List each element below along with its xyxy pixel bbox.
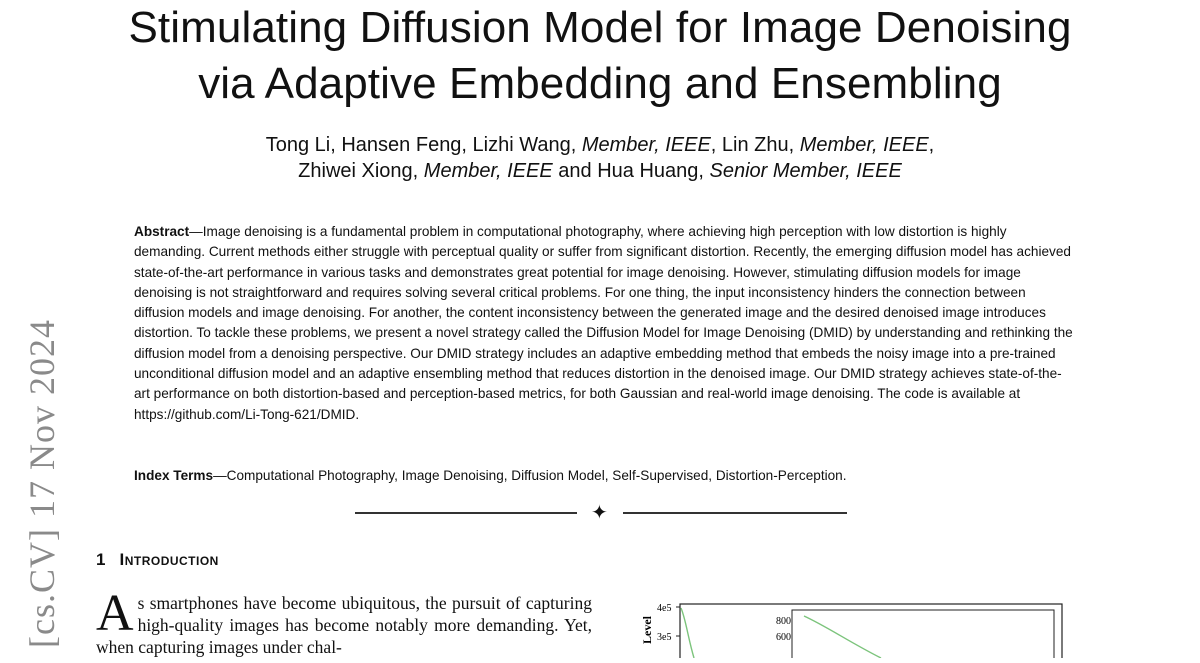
author-names-4: and Hua Huang,	[552, 160, 710, 182]
author-names-1: Tong Li, Hansen Feng, Lizhi Wang,	[265, 134, 582, 156]
y-axis-label: Level	[640, 616, 654, 644]
author-role: Senior Member, IEEE	[709, 160, 902, 182]
author-line-1	[0, 132, 1200, 158]
intro-text: s smartphones have become ubiquitous, the pursuit of capturing high-quality images has become notably more demanding. Yet, when capturing images under chal-	[96, 593, 592, 657]
arxiv-stamp: [cs.CV] 17 Nov 2024	[22, 319, 62, 648]
inset-tick-label: 800	[776, 616, 791, 627]
figure-plot	[636, 598, 1066, 658]
plot-frame	[680, 604, 1062, 658]
y-tick-label: 4e5	[657, 603, 672, 614]
inset-curve	[804, 616, 881, 658]
author-separator: ,	[928, 134, 935, 156]
section-heading	[96, 548, 219, 572]
index-terms-text: —Computational Photography, Image Denoising, Diffusion Model, Self-Supervised, Distortion-Perception.	[213, 468, 847, 483]
inset-frame	[792, 610, 1054, 658]
author-role: Member, IEEE	[423, 160, 553, 182]
abstract-label: Abstract	[134, 224, 190, 239]
title-line-1: Stimulating Diffusion Model for Image Denoising	[128, 3, 1072, 52]
divider-star-icon: ✦	[591, 500, 608, 524]
main-curve	[681, 608, 694, 658]
section-divider	[355, 500, 847, 524]
title-line-2: via Adaptive Embedding and Ensembling	[198, 59, 1002, 108]
abstract-text: —Image denoising is a fundamental problem in computational photography, where achieving high perception with low distortion is highly demanding. Current methods either struggle with perceptual quality or suffer from significant distortion. Recently, the emerging diffusion model has achieved state-of-the-art performance in various tasks and demonstrates great potential for image denoising. However, stimulating diffusion models for image denoising is not straightforward and requires solving several critical problems. For one thing, the input inconsistency hinders the connection between diffusion models and image denoising. For another, the content inconsistency between the generated image and the desired denoised image introduces distortion. To tackle these problems, we present a novel strategy called the Diffusion Model for Image Denoising (DMID) by understanding and rethinking the diffusion model from a denoising perspective. Our DMID strategy includes an adaptive embedding method that embeds the noisy image into a pre-trained unconditional diffusion model and an adaptive ensembling method that reduces distortion in the denoised image. Our DMID strategy achieves state-of-the-art performance on both distortion-based and perception-based metrics, for both Gaussian and real-world image denoising. The code is available at https://github.com/Li-Tong-621/DMID.	[134, 224, 1073, 422]
author-role: Member, IEEE	[799, 134, 929, 156]
author-names-3: Zhiwei Xiong,	[298, 160, 424, 182]
divider-line-left	[355, 512, 577, 514]
intro-paragraph	[96, 585, 592, 658]
divider-line-right	[623, 512, 847, 514]
drop-cap: A	[96, 585, 134, 642]
section-number: 1	[96, 550, 106, 569]
author-role: Member, IEEE	[581, 134, 711, 156]
section-title: Introduction	[119, 550, 219, 569]
index-terms	[134, 467, 1074, 485]
inset-tick-label: 600	[776, 632, 791, 643]
abstract	[134, 222, 1074, 425]
y-tick-label: 3e5	[657, 632, 672, 643]
author-names-2: , Lin Zhu,	[710, 134, 800, 156]
author-list	[0, 132, 1200, 184]
author-line-2	[0, 158, 1200, 184]
index-terms-label: Index Terms	[134, 468, 214, 483]
figure-svg	[636, 598, 1066, 658]
paper-title	[0, 0, 1200, 112]
